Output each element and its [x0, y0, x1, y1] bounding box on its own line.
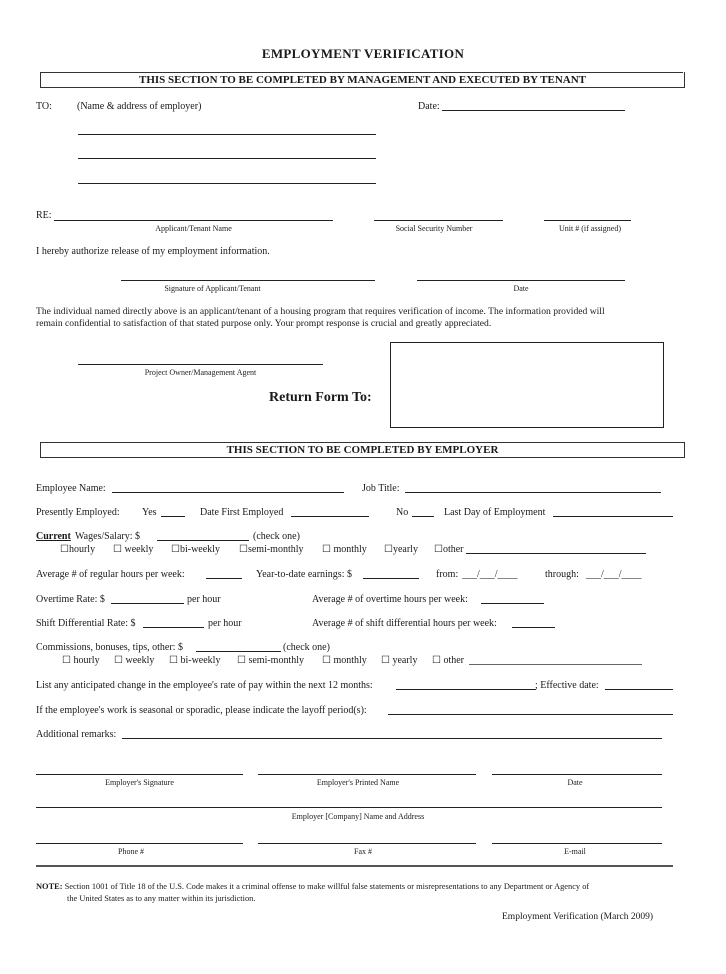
option-label: other: [442, 544, 464, 555]
signature-date-field[interactable]: [417, 280, 625, 281]
from-label: from:: [436, 569, 459, 580]
avg-hours-field[interactable]: [206, 578, 242, 579]
unit-caption: Unit # (if assigned): [559, 224, 621, 233]
effective-date-field[interactable]: [605, 689, 673, 690]
option-label: monthly: [333, 544, 367, 555]
wages-check-one: (check one): [253, 531, 300, 542]
yes-field[interactable]: [161, 516, 185, 517]
option-label: semi-monthly: [247, 544, 304, 555]
checkbox-icon: ☐: [60, 544, 69, 555]
through-label: through:: [545, 569, 579, 580]
overtime-rate-label: Overtime Rate: $: [36, 594, 105, 605]
phone-field[interactable]: [36, 843, 243, 844]
ssn-caption: Social Security Number: [395, 224, 473, 233]
employer-signature-caption: Employer's Signature: [105, 778, 174, 787]
employer-date-field[interactable]: [492, 774, 662, 775]
employer-printed-name-caption: Employer's Printed Name: [316, 778, 400, 787]
employer-date-caption: Date: [567, 778, 583, 787]
option-label: hourly: [68, 544, 96, 555]
remarks-field[interactable]: [122, 738, 662, 739]
employee-name-label: Employee Name:: [36, 483, 106, 494]
comm-option-bi-weekly[interactable]: [169, 655, 220, 666]
email-caption: E-mail: [564, 847, 586, 856]
shift-rate-label: Shift Differential Rate: $: [36, 618, 136, 629]
applicant-name-caption: Applicant/Tenant Name: [155, 224, 232, 233]
re-label: RE:: [36, 210, 52, 221]
employer-address-line-2[interactable]: [78, 158, 376, 159]
shift-rate-field[interactable]: [143, 627, 204, 628]
option-label: bi-weekly: [180, 655, 221, 666]
authorize-text: I hereby authorize release of my employment information.: [36, 246, 270, 257]
commissions-field[interactable]: [196, 651, 281, 652]
employer-printed-name-field[interactable]: [258, 774, 476, 775]
checkbox-icon: ☐: [171, 544, 180, 555]
employee-name-field[interactable]: [112, 492, 344, 493]
avg-shift-field[interactable]: [512, 627, 555, 628]
checkbox-icon: ☐: [237, 655, 249, 666]
unit-field[interactable]: [544, 220, 631, 221]
return-form-label: Return Form To:: [269, 390, 372, 405]
option-label: yearly: [392, 655, 418, 666]
option-label: other: [443, 655, 465, 666]
checkbox-icon: ☐: [384, 544, 393, 555]
checkbox-icon: ☐: [62, 655, 74, 666]
option-label: hourly: [73, 655, 100, 666]
shift-per-hour: per hour: [208, 618, 242, 629]
email-field[interactable]: [492, 843, 662, 844]
comm-option-hourly[interactable]: [62, 655, 100, 666]
wage-option-semi-monthly[interactable]: [239, 544, 304, 555]
overtime-per-hour: per hour: [187, 594, 221, 605]
overtime-rate-field[interactable]: [111, 603, 184, 604]
comm-option-semi-monthly[interactable]: [237, 655, 304, 666]
wages-label: Wages/Salary: $: [75, 531, 141, 542]
to-hint: (Name & address of employer): [77, 101, 202, 112]
job-title-label: Job Title:: [362, 483, 400, 494]
no-field[interactable]: [412, 516, 434, 517]
checkbox-icon: ☐: [432, 655, 444, 666]
job-title-field[interactable]: [405, 492, 661, 493]
section2-header: THIS SECTION TO BE COMPLETED BY EMPLOYER: [40, 442, 685, 458]
option-label: bi-weekly: [179, 544, 220, 555]
phone-caption: Phone #: [118, 847, 144, 856]
return-address-box[interactable]: [390, 342, 664, 428]
company-address-caption: Employer [Company] Name and Address: [291, 812, 425, 821]
seasonal-field[interactable]: [388, 714, 673, 715]
signature-date-caption: Date: [513, 284, 529, 293]
applicant-name-field[interactable]: [54, 220, 333, 221]
company-address-field[interactable]: [36, 807, 662, 808]
anticipated-field[interactable]: [396, 689, 536, 690]
form-id: Employment Verification (March 2009): [502, 912, 653, 922]
date-field[interactable]: [442, 110, 625, 111]
ytd-field[interactable]: [363, 578, 419, 579]
current-label: Current: [36, 531, 71, 542]
wages-field[interactable]: [157, 540, 249, 541]
checkbox-icon: ☐: [113, 544, 125, 555]
from-field[interactable]: ___/___/____: [462, 569, 518, 580]
last-day-field[interactable]: [553, 516, 673, 517]
option-label: yearly: [392, 544, 418, 555]
fax-caption: Fax #: [354, 847, 372, 856]
commissions-label: Commissions, bonuses, tips, other: $: [36, 642, 183, 653]
checkbox-icon: ☐: [434, 544, 443, 555]
employer-address-line-1[interactable]: [78, 134, 376, 135]
no-label: No: [396, 507, 409, 518]
through-field[interactable]: ___/___/____: [586, 569, 642, 580]
checkbox-icon: ☐: [322, 655, 334, 666]
avg-overtime-field[interactable]: [481, 603, 544, 604]
remarks-label: Additional remarks:: [36, 729, 117, 740]
agent-caption: Project Owner/Management Agent: [144, 368, 257, 377]
comm-option-monthly[interactable]: [322, 655, 367, 666]
ytd-label: Year-to-date earnings: $: [256, 569, 352, 580]
yes-label: Yes: [142, 507, 157, 518]
employer-address-line-3[interactable]: [78, 183, 376, 184]
comm-other-field[interactable]: [469, 664, 642, 665]
date-first-employed-field[interactable]: [291, 516, 369, 517]
checkbox-icon: ☐: [169, 655, 181, 666]
date-label: Date:: [418, 101, 440, 112]
applicant-signature-field[interactable]: [121, 280, 375, 281]
wage-option-monthly[interactable]: [322, 544, 367, 555]
last-day-label: Last Day of Employment: [444, 507, 546, 518]
comm-option-other[interactable]: [432, 655, 464, 666]
footer-divider: [36, 865, 673, 867]
to-label: TO:: [36, 101, 52, 112]
note-line-2: the United States as to any matter within its jurisdiction.: [67, 894, 256, 903]
wage-option-bi-weekly[interactable]: [171, 544, 220, 555]
ssn-field[interactable]: [374, 220, 503, 221]
fax-field[interactable]: [258, 843, 476, 844]
page-title: EMPLOYMENT VERIFICATION: [261, 46, 465, 61]
option-label: weekly: [124, 544, 154, 555]
wage-option-weekly[interactable]: [113, 544, 153, 555]
checkbox-icon: ☐: [114, 655, 126, 666]
note-text-1: Section 1001 of Title 18 of the U.S. Code makes it a criminal offense to make willful false statements or misrepresentations to any Department or Agency of: [64, 882, 590, 891]
effective-date-label: ; Effective date:: [535, 680, 599, 691]
avg-shift-label: Average # of shift differential hours per week:: [312, 618, 497, 629]
note-line-1: [36, 882, 589, 891]
presently-employed-label: Presently Employed:: [36, 507, 120, 518]
notice-line-2: remain confidential to satisfaction of that stated purpose only. Your prompt response is crucial and greatly appreciated.: [36, 318, 492, 329]
notice-line-1: The individual named directly above is an applicant/tenant of a housing program that requires verification of income. The information provided will: [36, 306, 605, 317]
section1-header: THIS SECTION TO BE COMPLETED BY MANAGEMENT AND EXECUTED BY TENANT: [40, 72, 685, 88]
option-label: monthly: [333, 655, 367, 666]
signature-caption: Signature of Applicant/Tenant: [164, 284, 261, 293]
seasonal-label: If the employee's work is seasonal or sporadic, please indicate the layoff period(s):: [36, 705, 367, 716]
wage-option-hourly[interactable]: [60, 544, 95, 555]
option-label: semi-monthly: [248, 655, 305, 666]
commissions-check-one: (check one): [283, 642, 330, 653]
checkbox-icon: ☐: [381, 655, 393, 666]
wage-option-other[interactable]: [434, 544, 464, 555]
comm-option-weekly[interactable]: [114, 655, 154, 666]
comm-option-yearly[interactable]: [381, 655, 417, 666]
option-label: weekly: [125, 655, 155, 666]
employer-signature-field[interactable]: [36, 774, 243, 775]
date-first-employed-label: Date First Employed: [200, 507, 284, 518]
agent-signature-field[interactable]: [78, 364, 323, 365]
checkbox-icon: ☐: [239, 544, 248, 555]
note-label: NOTE:: [36, 882, 63, 891]
wage-option-yearly[interactable]: [384, 544, 418, 555]
avg-overtime-label: Average # of overtime hours per week:: [312, 594, 468, 605]
anticipated-label: List any anticipated change in the employee's rate of pay within the next 12 months:: [36, 680, 373, 691]
avg-hours-label: Average # of regular hours per week:: [36, 569, 185, 580]
checkbox-icon: ☐: [322, 544, 334, 555]
wage-other-field[interactable]: [466, 553, 646, 554]
